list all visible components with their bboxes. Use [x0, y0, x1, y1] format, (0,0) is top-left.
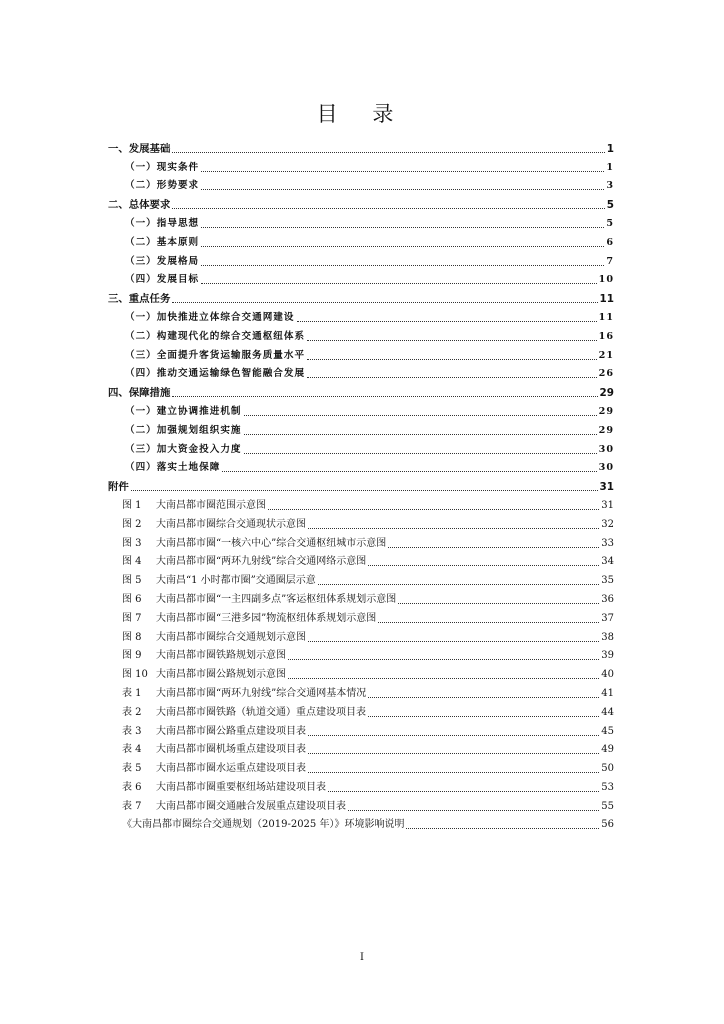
toc-entry-number: 图 1: [122, 499, 142, 511]
toc-entry[interactable]: [108, 776, 614, 795]
toc-entry-label: （四）落实土地保障: [125, 462, 221, 474]
toc-entry-number: 表 3: [122, 725, 142, 737]
toc-entry-page: 5: [606, 199, 614, 212]
toc-entry-label: （四）发展目标: [125, 274, 200, 286]
toc-entry-label: （二）形势要求: [125, 180, 200, 192]
toc-entry-page: 16: [598, 330, 614, 342]
page-number: I: [360, 952, 364, 963]
toc-entry[interactable]: [108, 701, 614, 720]
toc-leader-dots: [288, 658, 599, 660]
toc-entry-label: 三、重点任务: [108, 293, 171, 306]
toc-entry-label: [122, 537, 386, 551]
toc-entry-text: 大南昌都市圈综合交通现状示意图: [156, 518, 306, 530]
toc-leader-dots: [172, 395, 597, 397]
toc-entry-label: （三）发展格局: [125, 255, 200, 267]
toc-entry[interactable]: [108, 175, 614, 194]
toc-entry-label: （三）加大资金投入力度: [125, 443, 242, 455]
toc-entry-text: 大南昌都市圈“两环九射线”综合交通网络示意图: [156, 556, 367, 568]
toc-leader-dots: [388, 546, 599, 548]
toc-entry[interactable]: [108, 381, 614, 400]
toc-entry-text: 大南昌都市圈“一主四副多点”客运枢纽体系规划示意图: [156, 593, 397, 605]
toc-entry[interactable]: [108, 588, 614, 607]
toc-entry[interactable]: [108, 156, 614, 175]
toc-leader-dots: [201, 264, 604, 266]
toc-entry-label: [122, 706, 366, 720]
toc-leader-dots: [172, 301, 597, 303]
toc-entry-label: [122, 649, 286, 663]
toc-entry[interactable]: [108, 438, 614, 457]
toc-entry-number: 图 2: [122, 518, 142, 530]
toc-entry-label: [122, 687, 366, 701]
toc-entry-label: （二）构建现代化的综合交通枢纽体系: [125, 330, 306, 342]
toc-entry[interactable]: [108, 363, 614, 382]
toc-entry-page: 3: [606, 180, 614, 192]
toc-entry-text: 大南昌都市圈公路重点建设项目表: [156, 725, 306, 737]
toc-leader-dots: [348, 809, 599, 811]
toc-leader-dots: [201, 245, 604, 247]
toc-entry-page: 41: [601, 687, 614, 699]
toc-entry-number: 图 9: [122, 650, 142, 662]
toc-entry-label: 《大南昌都市圈综合交通规划（2019-2025 年）》环境影响说明: [122, 819, 405, 831]
toc-entry[interactable]: [108, 344, 614, 363]
toc-entry-page: 45: [601, 725, 614, 737]
toc-entry-page: 11: [599, 293, 614, 306]
toc-entry-page: 49: [601, 744, 614, 756]
toc-entry-text: 大南昌都市圈重要枢纽场站建设项目表: [156, 781, 326, 793]
toc-leader-dots: [307, 339, 597, 341]
toc-entry-label: （四）推动交通运输绿色智能融合发展: [125, 368, 306, 380]
toc-leader-dots: [368, 715, 599, 717]
toc-entry-text: 大南昌都市圈铁路（轨道交通）重点建设项目表: [156, 706, 366, 718]
toc-entry-number: 图 10: [122, 669, 148, 681]
toc-entry-label: [122, 593, 396, 607]
toc-entry-page: 11: [598, 311, 614, 323]
toc-entry-label: 附件: [108, 481, 129, 494]
toc-entry-page: 44: [601, 706, 614, 718]
toc-leader-dots: [244, 452, 597, 454]
toc-entry-page: 40: [601, 669, 614, 681]
toc-entry-text: 大南昌都市圈范围示意图: [156, 499, 266, 511]
toc-entry-number: 图 5: [122, 575, 142, 587]
toc-entry[interactable]: [108, 193, 614, 212]
toc-entry[interactable]: [108, 457, 614, 476]
toc-entry-label: [122, 725, 306, 739]
toc-entry-label: [122, 612, 376, 626]
toc-entry-number: 图 6: [122, 593, 142, 605]
toc-leader-dots: [308, 771, 599, 773]
toc-leader-dots: [201, 282, 596, 284]
toc-entry-text: 大南昌都市圈水运重点建设项目表: [156, 763, 306, 775]
toc-entry-text: 大南昌都市圈综合交通规划示意图: [156, 631, 306, 643]
toc-entry[interactable]: [108, 400, 614, 419]
toc-leader-dots: [244, 433, 597, 435]
toc-entry-page: 30: [598, 462, 614, 474]
toc-entry[interactable]: [108, 814, 614, 833]
toc-entry-number: 表 4: [122, 744, 142, 756]
toc-entry[interactable]: [108, 419, 614, 438]
toc-entry-page: 32: [601, 518, 614, 530]
toc-entry-page: 10: [598, 274, 614, 286]
toc-entry[interactable]: [108, 513, 614, 532]
toc-entry[interactable]: [108, 645, 614, 664]
toc-entry[interactable]: [108, 250, 614, 269]
toc-entry-label: （一）指导思想: [125, 217, 200, 229]
toc-entry[interactable]: [108, 720, 614, 739]
toc-entry-number: 表 1: [122, 687, 142, 699]
toc-entry-page: 26: [598, 368, 614, 380]
toc-entry[interactable]: [108, 269, 614, 288]
toc-entry-label: （一）现实条件: [125, 161, 200, 173]
toc-leader-dots: [172, 207, 604, 209]
toc-entry-label: 四、保障措施: [108, 387, 171, 400]
toc-entry-page: 36: [601, 593, 614, 605]
toc-entry[interactable]: [108, 325, 614, 344]
toc-entry[interactable]: [108, 607, 614, 626]
toc-entry[interactable]: [108, 551, 614, 570]
toc-entry[interactable]: [108, 212, 614, 231]
toc-entry-text: 大南昌都市圈交通融合发展重点建设项目表: [156, 800, 346, 812]
toc-entry-page: 1: [606, 142, 614, 155]
toc-entry[interactable]: [108, 626, 614, 645]
toc-entry-page: 39: [601, 650, 614, 662]
toc-entry[interactable]: [108, 569, 614, 588]
toc-entry-number: 表 5: [122, 763, 142, 775]
toc-entry[interactable]: [108, 306, 614, 325]
toc-entry-label: [122, 743, 306, 757]
toc-entry-label: 一、发展基础: [108, 142, 171, 155]
toc-entry-number: 表 7: [122, 800, 142, 812]
toc-leader-dots: [308, 640, 599, 642]
toc-entry-page: 1: [606, 161, 614, 173]
toc-entry-page: 7: [606, 255, 614, 267]
toc-leader-dots: [368, 696, 599, 698]
toc-entry-label: [122, 800, 346, 814]
toc-entry-page: 55: [601, 800, 614, 812]
toc-entry-page: 31: [599, 481, 614, 494]
toc-entry-text: 大南昌都市圈机场重点建设项目表: [156, 744, 306, 756]
toc-leader-dots: [268, 508, 599, 510]
toc-leader-dots: [328, 790, 599, 792]
toc-entry-label: [122, 668, 286, 682]
toc-entry-label: （一）加快推进立体综合交通网建设: [125, 311, 295, 323]
toc-entry-page: 56: [601, 819, 614, 831]
table-of-contents: [108, 137, 614, 832]
toc-leader-dots: [398, 602, 599, 604]
toc-entry-label: [122, 499, 266, 513]
toc-leader-dots: [308, 752, 599, 754]
toc-entry-page: 33: [601, 537, 614, 549]
toc-leader-dots: [318, 583, 600, 585]
toc-leader-dots: [308, 734, 599, 736]
toc-entry-page: 6: [606, 236, 614, 248]
toc-entry-page: 29: [599, 387, 614, 400]
toc-entry-text: 大南昌都市圈“两环九射线”综合交通网基本情况: [156, 687, 367, 699]
toc-entry-page: 31: [601, 499, 614, 511]
toc-entry-page: 5: [606, 217, 614, 229]
toc-entry-page: 29: [598, 405, 614, 417]
toc-entry[interactable]: [108, 287, 614, 306]
toc-entry[interactable]: [108, 475, 614, 494]
toc-entry-page: 38: [601, 631, 614, 643]
toc-entry-number: 图 4: [122, 556, 142, 568]
toc-entry[interactable]: [108, 682, 614, 701]
page-title: 目 录: [316, 102, 408, 126]
toc-entry-label: [122, 518, 306, 532]
toc-leader-dots: [368, 564, 599, 566]
toc-entry[interactable]: [108, 532, 614, 551]
toc-leader-dots: [201, 226, 604, 228]
toc-entry-number: 图 7: [122, 612, 142, 624]
toc-entry-page: 30: [598, 443, 614, 455]
toc-entry-text: 大南昌都市圈“三港多园”物流枢纽体系规划示意图: [156, 612, 377, 624]
toc-entry-label: 二、总体要求: [108, 199, 171, 212]
toc-entry-number: 图 8: [122, 631, 142, 643]
toc-entry-text: 大南昌“1 小时都市圈”交通圈层示意: [156, 575, 316, 587]
toc-leader-dots: [297, 320, 597, 322]
toc-entry-page: 50: [601, 763, 614, 775]
toc-entry-page: 34: [601, 556, 614, 568]
toc-leader-dots: [201, 188, 604, 190]
toc-entry-text: 大南昌都市圈公路规划示意图: [156, 669, 286, 681]
toc-entry[interactable]: [108, 137, 614, 156]
toc-entry-label: （三）全面提升客货运输服务质量水平: [125, 349, 306, 361]
toc-entry-page: 37: [601, 612, 614, 624]
toc-entry-number: 表 2: [122, 706, 142, 718]
toc-entry-label: （二）加强规划组织实施: [125, 424, 242, 436]
toc-entry-label: [122, 631, 306, 645]
toc-leader-dots: [244, 414, 597, 416]
toc-entry-page: 21: [598, 349, 614, 361]
toc-leader-dots: [201, 170, 604, 172]
toc-entry[interactable]: [108, 663, 614, 682]
toc-leader-dots: [288, 677, 599, 679]
toc-leader-dots: [406, 827, 599, 829]
toc-entry-label: [122, 781, 326, 795]
toc-entry-label: （一）建立协调推进机制: [125, 405, 242, 417]
toc-entry-text: 大南昌都市圈“一核六中心”综合交通枢纽城市示意图: [156, 537, 387, 549]
toc-entry-number: 表 6: [122, 781, 142, 793]
toc-entry-page: 29: [598, 424, 614, 436]
toc-entry-page: 35: [601, 575, 614, 587]
toc-entry[interactable]: [108, 231, 614, 250]
toc-leader-dots: [378, 621, 599, 623]
toc-entry-number: 图 3: [122, 537, 142, 549]
toc-entry[interactable]: [108, 494, 614, 513]
toc-entry[interactable]: [108, 739, 614, 758]
toc-entry-label: （二）基本原则: [125, 236, 200, 248]
toc-entry-label: [122, 762, 306, 776]
toc-leader-dots: [222, 470, 596, 472]
toc-leader-dots: [307, 358, 597, 360]
toc-entry-text: 大南昌都市圈铁路规划示意图: [156, 650, 286, 662]
toc-entry-page: 53: [601, 781, 614, 793]
toc-entry-label: [122, 574, 316, 588]
toc-entry[interactable]: [108, 757, 614, 776]
toc-leader-dots: [307, 376, 597, 378]
toc-entry-label: [122, 555, 366, 569]
toc-leader-dots: [172, 151, 604, 153]
toc-leader-dots: [308, 527, 599, 529]
toc-entry[interactable]: [108, 795, 614, 814]
toc-leader-dots: [131, 489, 598, 491]
